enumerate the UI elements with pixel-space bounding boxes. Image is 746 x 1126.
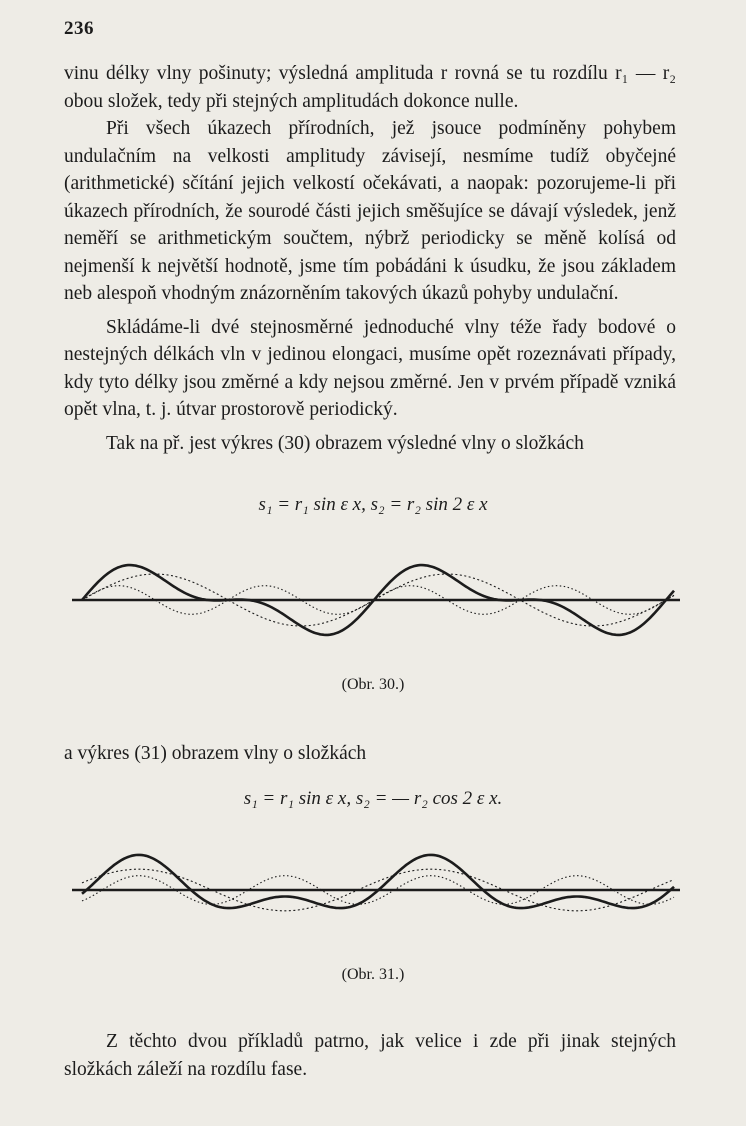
wave-figure-30 [0,540,746,670]
paragraph-undulation: Při všech úkazech přírodních, jež jsouce podmíněny pohybem undulačním na velkosti amplitudy závisejí, nesmíme tudíž obyčejné (arithmetické) sčítání jejich velkostí očekávati, a naopak: pozorujeme-li při úkazech přírodních, že sourodé části jejich směšujíce se dávají výsledek, jenž neměří se arithmetickým součtem, nýbrž periodicky se měně kolísá od nejmenší k největší hodnotě, jsme tím pobádáni k úsudku, že jsou základem neb alespoň vhodným znázorněním takových úkazů pohyby undulační. [64,118,676,304]
formula-figure-31: s₁ = r₁ sin ε x, s₂ = — r₂ cos 2 ε x. [243,788,503,809]
paragraph-closing: Z těchto dvou příkladů patrno, jak velice i zde při jinak stejných složkách záleží na rozdílu fase. [64,1031,676,1080]
paragraph-figure-intro: Tak na př. jest výkres (30) obrazem výsledné vlny o složkách [106,432,584,454]
figure-30-caption: (Obr. 30.) [341,676,405,693]
paragraph-composition: Skládáme-li dvé stejnosměrné jednoduché vlny téže řady bodové o nestejných délkách vln v jedinou elongaci, musíme opět rozeznávati případy, kdy tyto délky jsou změrné a kdy nejsou změrné. Jen v prvém případě vzniká opět vlna, t. j. útvar prostorově periodický. [64,316,676,420]
figure-31-intro [64,740,676,768]
figure-31-caption: (Obr. 31.) [341,966,405,983]
page-number: 236 [64,18,94,39]
figure-31-intro-text: a výkres (31) obrazem vlny o složkách [64,743,367,764]
body-text-top [64,60,676,457]
closing-text [64,1028,676,1083]
wave-figure-31 [0,830,746,960]
paragraph-continued: vinu délky vlny pošinuty; výsledná amplituda r rovná se tu rozdílu r₁ — r₂ obou složek, tedy při stejných amplitudách dokonce nulle. [64,63,676,112]
formula-figure-30: s₁ = r₁ sin ε x, s₂ = r₂ sin 2 ε x [258,494,488,515]
resultant-wave [82,855,674,908]
